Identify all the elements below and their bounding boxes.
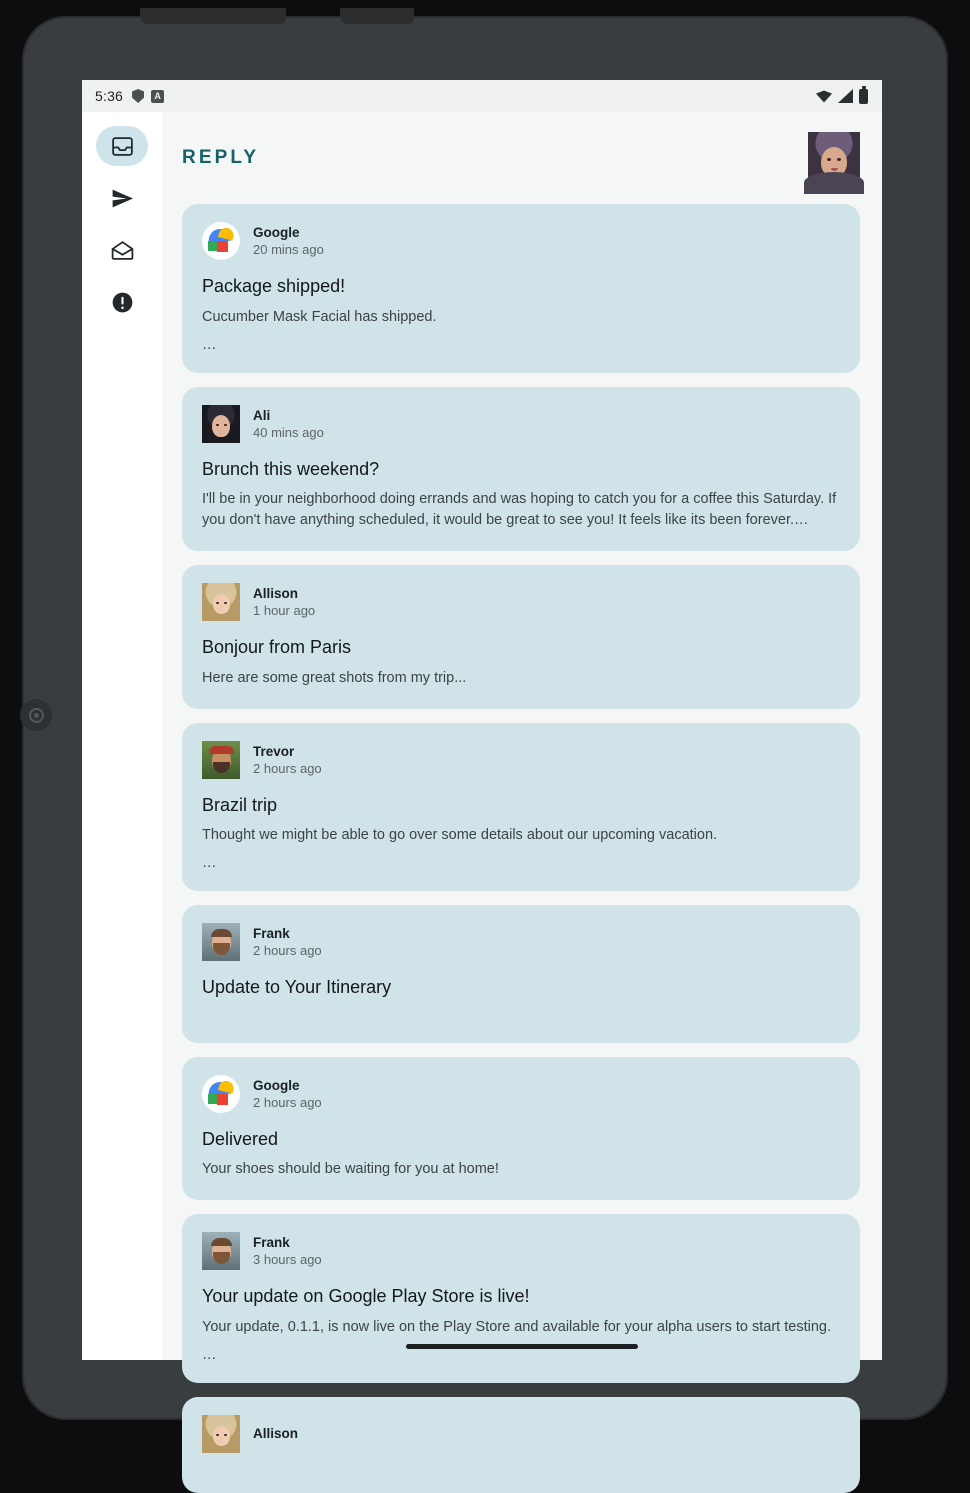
top-app-bar — [162, 112, 882, 204]
sender-avatar-icon — [202, 741, 240, 779]
timestamp: 2 hours ago — [253, 943, 322, 959]
timestamp: 1 hour ago — [253, 603, 316, 619]
device-frame — [22, 16, 948, 1442]
message-subject: Package shipped! — [202, 276, 346, 296]
sender-name: Allison — [253, 586, 299, 602]
shield-icon — [132, 89, 144, 103]
message-subject: Update to Your Itinerary — [202, 977, 392, 998]
message-preview: Cucumber Mask Facial has shipped. — [202, 308, 437, 325]
timestamp: 40 mins ago — [253, 424, 324, 440]
message-preview: I'll be in your neighborhood doing errands and was hoping to catch you for a coffee this Saturday. If you don't have anything scheduled, it would be great to see you! It feels like its been forever.… — [202, 491, 837, 529]
sender-name: Allison — [253, 1426, 299, 1442]
avatar[interactable] — [808, 132, 860, 184]
device-power-button[interactable] — [20, 699, 52, 731]
timestamp: 3 hours ago — [253, 1252, 322, 1268]
message-subject: Brazil trip — [202, 794, 278, 815]
sender-avatar-icon — [202, 1232, 240, 1270]
message-subject: Your update on Google Play Store is live! — [202, 1286, 530, 1307]
message-truncation: … — [202, 336, 218, 353]
sender-avatar-icon — [202, 923, 240, 961]
message-subject: Brunch this weekend? — [202, 458, 380, 479]
status-clock: 5:36 — [95, 88, 124, 104]
list-item[interactable] — [182, 1397, 860, 1493]
page-title: REPLY — [182, 147, 260, 168]
list-item[interactable] — [182, 1214, 860, 1383]
sender-name: Trevor — [253, 743, 295, 759]
list-item[interactable] — [182, 1057, 860, 1201]
message-truncation: … — [202, 1346, 218, 1363]
signal-icon — [838, 89, 853, 103]
power-button-ring — [29, 708, 44, 723]
device-speaker-notch — [140, 8, 286, 24]
sender-avatar-icon — [202, 405, 240, 443]
timestamp: 2 hours ago — [253, 1094, 322, 1110]
timestamp: 2 hours ago — [253, 760, 322, 776]
sender-name: Ali — [253, 407, 271, 423]
list-item[interactable] — [182, 905, 860, 1043]
list-item[interactable] — [182, 565, 860, 709]
battery-icon — [859, 89, 868, 104]
sidebar-item-spam[interactable] — [96, 282, 148, 322]
alert-icon — [110, 290, 135, 315]
sidebar-item-sent[interactable] — [96, 178, 148, 218]
app-body — [82, 112, 882, 1442]
message-preview: Thought we might be able to go over some details about our upcoming vacation. — [202, 827, 718, 844]
sidebar-item-inbox[interactable] — [96, 126, 148, 166]
content-area — [162, 112, 882, 1442]
sender-avatar-icon — [202, 1075, 240, 1113]
sidebar-item-mail[interactable] — [96, 230, 148, 270]
sender-name: Frank — [253, 1235, 290, 1251]
sender-avatar-icon — [202, 583, 240, 621]
sender-avatar-icon — [202, 1415, 240, 1453]
sender-name: Google — [253, 225, 300, 240]
list-item[interactable] — [182, 723, 860, 892]
status-bar — [82, 80, 882, 112]
sender-name: Frank — [253, 926, 290, 942]
device-screen — [82, 80, 882, 1442]
message-truncation: … — [202, 855, 218, 872]
sender-name: Google — [253, 1077, 300, 1093]
sender-avatar-icon — [202, 222, 240, 260]
navigation-rail — [82, 112, 162, 1360]
message-list — [162, 204, 882, 1493]
message-preview: Your shoes should be waiting for you at home! — [202, 1161, 499, 1178]
list-item[interactable] — [182, 204, 860, 373]
status-right-icons — [816, 89, 868, 104]
device-camera-notch — [340, 8, 414, 24]
message-subject: Bonjour from Paris — [202, 637, 352, 658]
list-item[interactable] — [182, 387, 860, 552]
send-icon — [110, 186, 135, 211]
message-preview: Your update, 0.1.1, is now live on the Play Store and available for your alpha users to start testing. — [202, 1318, 831, 1335]
status-left-icons — [132, 89, 164, 103]
message-subject: Delivered — [202, 1128, 279, 1149]
wifi-icon — [816, 90, 832, 103]
envelope-icon — [110, 238, 135, 263]
message-preview: Here are some great shots from my trip... — [202, 669, 467, 686]
inbox-icon — [110, 134, 135, 159]
timestamp: 20 mins ago — [253, 242, 324, 257]
app-badge-icon: A — [151, 90, 164, 103]
